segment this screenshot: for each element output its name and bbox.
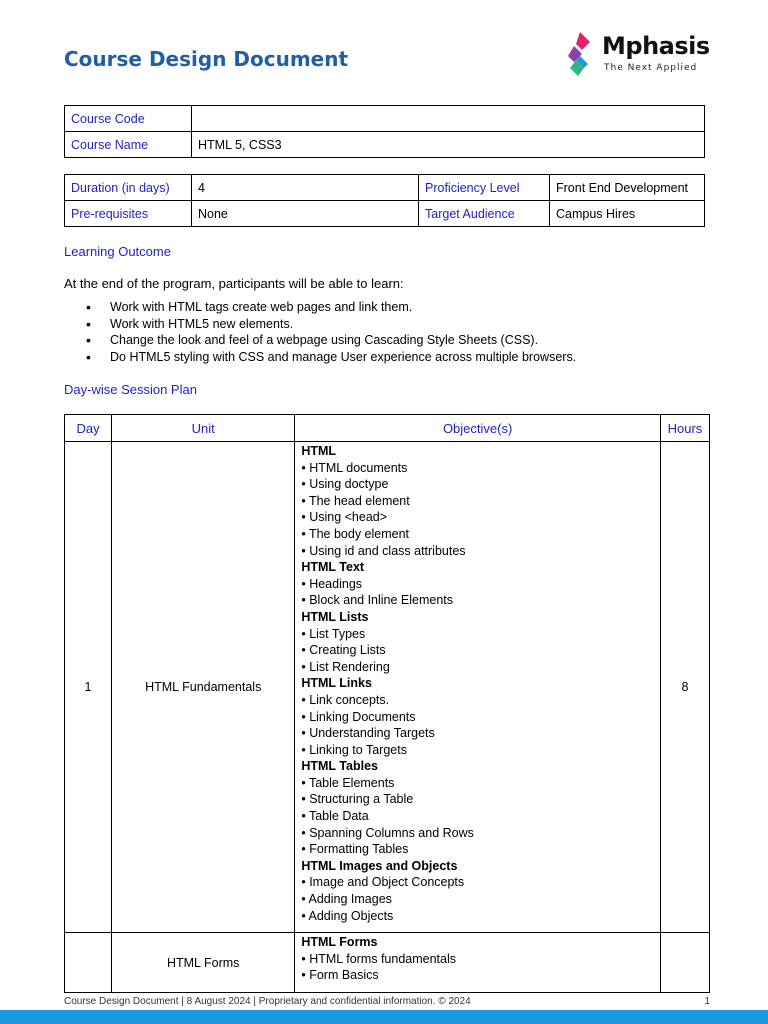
column-header-day: Day (65, 415, 112, 442)
objective-item: • Spanning Columns and Rows (301, 825, 654, 842)
table-header-row (65, 415, 710, 442)
objective-item: • Using <head> (301, 509, 654, 526)
list-item: • Work with HTML5 new elements. (86, 316, 576, 333)
unit-cell: HTML Fundamentals (112, 442, 295, 933)
day-cell: 1 (65, 442, 112, 933)
learning-outcome-intro: At the end of the program, participants will be able to learn: (64, 276, 404, 291)
logo-wordmark: Mphasis (602, 32, 710, 60)
objective-item: • HTML forms fundamentals (301, 951, 654, 968)
proficiency-label: Proficiency Level (419, 175, 550, 201)
objective-item: • HTML documents (301, 460, 654, 477)
objective-item: • Using id and class attributes (301, 543, 654, 560)
list-item: • Change the look and feel of a webpage using Cascading Style Sheets (CSS). (86, 332, 576, 349)
table-row (65, 933, 710, 993)
objective-item: • Adding Objects (301, 908, 654, 925)
objective-group-heading: HTML Tables (301, 759, 378, 774)
learning-outcome-list (86, 299, 576, 366)
objectives-cell (295, 442, 661, 933)
table-row (65, 175, 705, 201)
objective-item: • Block and Inline Elements (301, 592, 654, 609)
objective-item: • The body element (301, 526, 654, 543)
page-number: 1 (704, 996, 710, 1006)
objective-group-heading: HTML Images and Objects (301, 858, 458, 873)
course-code-label: Course Code (65, 106, 192, 132)
objective-item: • Structuring a Table (301, 791, 654, 808)
objective-group-heading: HTML Lists (301, 609, 369, 624)
objective-item: • Table Data (301, 808, 654, 825)
proficiency-value: Front End Development (550, 175, 705, 201)
objective-item: • The head element (301, 493, 654, 510)
objective-item: • Image and Object Concepts (301, 874, 654, 891)
mphasis-logo-icon (566, 30, 600, 78)
objective-item: • List Types (301, 626, 654, 643)
objective-item: • Formatting Tables (301, 841, 654, 858)
duration-value: 4 (192, 175, 419, 201)
session-plan-table (64, 414, 710, 993)
course-code-value (192, 106, 705, 132)
column-header-objectives: Objective(s) (295, 415, 661, 442)
objective-item: • Form Basics (301, 967, 654, 984)
objective-group-heading: HTML Text (301, 560, 365, 575)
objective-group-heading: HTML Forms (301, 935, 378, 950)
objective-item: • Creating Lists (301, 642, 654, 659)
hours-cell (660, 933, 709, 993)
objective-group-heading: HTML (301, 444, 337, 458)
objective-item: • Linking to Targets (301, 742, 654, 759)
prerequisites-value: None (192, 201, 419, 227)
column-header-unit: Unit (112, 415, 295, 442)
session-plan-heading: Day-wise Session Plan (64, 382, 197, 397)
document-title: Course Design Document (64, 47, 349, 71)
objective-item: • Adding Images (301, 891, 654, 908)
objective-item: • Headings (301, 576, 654, 593)
day-cell (65, 933, 112, 993)
logo-tagline: The Next Applied (604, 63, 698, 73)
course-details-table (64, 174, 705, 227)
table-row (65, 442, 710, 933)
course-info-table (64, 105, 705, 158)
list-item: • Do HTML5 styling with CSS and manage User experience across multiple browsers. (86, 349, 576, 366)
target-audience-label: Target Audience (419, 201, 550, 227)
objective-item: • Using doctype (301, 476, 654, 493)
course-name-label: Course Name (65, 132, 192, 158)
table-row (65, 106, 705, 132)
table-row (65, 132, 705, 158)
mphasis-logo (566, 30, 710, 78)
objective-item: • List Rendering (301, 659, 654, 676)
objective-item: • Understanding Targets (301, 725, 654, 742)
objective-item: • Link concepts. (301, 692, 654, 709)
objectives-cell (295, 933, 661, 993)
table-row (65, 201, 705, 227)
list-item: • Work with HTML tags create web pages and link them. (86, 299, 576, 316)
hours-cell: 8 (660, 442, 709, 933)
prerequisites-label: Pre-requisites (65, 201, 192, 227)
duration-label: Duration (in days) (65, 175, 192, 201)
column-header-hours: Hours (660, 415, 709, 442)
target-audience-value: Campus Hires (550, 201, 705, 227)
page-footer (64, 996, 710, 1006)
footer-text: Course Design Document | 8 August 2024 | Proprietary and confidential information. © 2024 (64, 996, 471, 1006)
objective-item: • Linking Documents (301, 709, 654, 726)
course-name-value: HTML 5, CSS3 (192, 132, 705, 158)
learning-outcome-heading: Learning Outcome (64, 244, 171, 259)
unit-cell: HTML Forms (112, 933, 295, 993)
bottom-accent-bar (0, 1010, 768, 1024)
objective-item: • Table Elements (301, 775, 654, 792)
objective-group-heading: HTML Links (301, 676, 372, 691)
